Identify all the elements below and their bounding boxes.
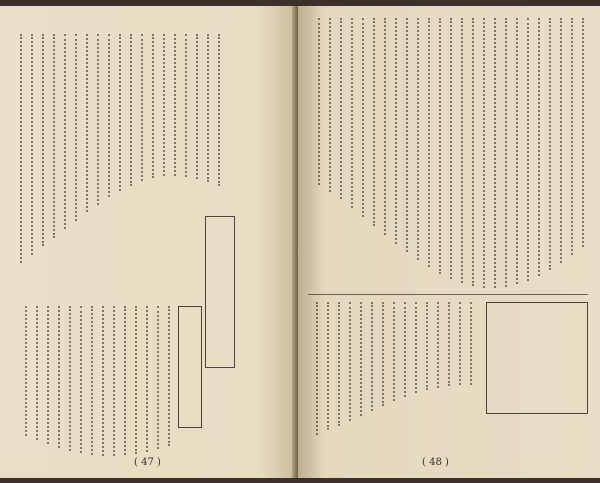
- text-line: [218, 34, 227, 186]
- text-line: [102, 306, 111, 456]
- text-line: [384, 18, 393, 235]
- text-line: [141, 34, 150, 181]
- text-line: [58, 306, 67, 448]
- text-line: [527, 18, 536, 281]
- text-line: [157, 306, 166, 449]
- text-line: [349, 302, 358, 421]
- article-title: [238, 34, 268, 234]
- text-line: [382, 302, 391, 406]
- text-line: [146, 306, 155, 452]
- text-line: [69, 306, 78, 451]
- text-line: [124, 306, 133, 455]
- text-line: [36, 306, 45, 440]
- text-line: [152, 34, 161, 178]
- text-line: [494, 18, 503, 288]
- text-line: [371, 302, 380, 411]
- text-line: [53, 34, 62, 238]
- text-line: [31, 34, 40, 255]
- text-line: [362, 18, 371, 217]
- page-number-right: ( 48 ): [422, 457, 449, 468]
- left-body-text-bottom: [16, 306, 176, 456]
- text-line: [461, 18, 470, 283]
- left-body-text-top: [16, 34, 226, 292]
- text-line: [168, 306, 177, 446]
- page-number-left: ( 47 ): [134, 457, 161, 468]
- right-page: [298, 6, 600, 478]
- text-line: [64, 34, 73, 229]
- text-line: [393, 302, 402, 401]
- text-line: [42, 34, 51, 246]
- left-page: [0, 6, 296, 478]
- text-line: [91, 306, 100, 455]
- text-line: [113, 306, 122, 456]
- text-line: [404, 302, 413, 397]
- text-line: [428, 18, 437, 267]
- text-line: [360, 302, 369, 416]
- text-line: [439, 18, 448, 274]
- notice-box: [486, 302, 588, 414]
- right-body-text-top: [312, 18, 590, 288]
- text-line: [20, 34, 29, 263]
- text-line: [86, 34, 95, 212]
- figure-caption-box: [178, 306, 202, 428]
- text-line: [406, 18, 415, 252]
- text-line: [163, 34, 172, 176]
- text-line: [415, 302, 424, 393]
- text-line: [560, 18, 569, 263]
- text-line: [318, 18, 327, 185]
- text-line: [196, 34, 205, 179]
- text-line: [373, 18, 382, 226]
- text-line: [549, 18, 558, 270]
- text-line: [351, 18, 360, 208]
- text-line: [582, 18, 591, 247]
- text-line: [316, 302, 325, 435]
- text-line: [483, 18, 492, 288]
- text-line: [108, 34, 117, 197]
- text-line: [340, 18, 349, 199]
- text-line: [505, 18, 514, 287]
- text-line: [75, 34, 84, 221]
- text-line: [80, 306, 89, 453]
- text-line: [97, 34, 106, 205]
- text-line: [185, 34, 194, 177]
- text-line: [207, 34, 216, 182]
- text-line: [338, 302, 347, 426]
- right-body-text-bottom: [312, 302, 478, 452]
- text-line: [426, 302, 435, 390]
- text-line: [174, 34, 183, 176]
- text-line: [327, 302, 336, 430]
- text-line: [25, 306, 34, 436]
- text-line: [470, 302, 479, 385]
- text-line: [130, 34, 139, 186]
- text-line: [459, 302, 468, 385]
- text-line: [538, 18, 547, 276]
- text-line: [395, 18, 404, 244]
- section-divider: [308, 294, 588, 295]
- text-line: [47, 306, 56, 444]
- text-line: [448, 302, 457, 386]
- text-line: [437, 302, 446, 388]
- text-line: [450, 18, 459, 279]
- text-line: [472, 18, 481, 286]
- text-line: [571, 18, 580, 255]
- text-line: [417, 18, 426, 260]
- text-line: [329, 18, 338, 192]
- text-line: [119, 34, 128, 191]
- text-line: [135, 306, 144, 454]
- text-line: [516, 18, 525, 284]
